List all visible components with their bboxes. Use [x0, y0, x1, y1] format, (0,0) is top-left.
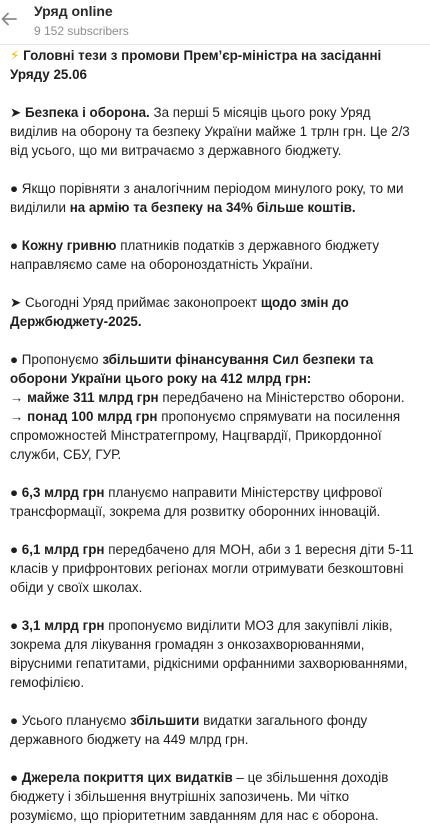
channel-info[interactable] [34, 3, 129, 39]
channel-name[interactable]: Уряд online [34, 3, 113, 19]
paragraph-education: ● 6,1 млрд грн передбачено для МОН, аби з 1 вересня діти 5-11 класів у прифронтових регіонах могли отримувати безкоштовні обіди у своїх школах. [10, 542, 414, 595]
arrow-left-icon [0, 10, 18, 33]
channel-post [0, 45, 430, 823]
paragraph-total-increase: ● Усього плануємо збільшити видатки загального фонду державного бюджету на 449 млрд грн. [10, 713, 368, 747]
paragraph-funding-increase: ● Пропонуємо збільшити фінансування Сил безпеки та оборони України цього року на 412 млрд грн: → майже 311 млрд грн передбачено на Міністерство оборони. → понад 100 млрд грн пропонуємо спрямувати на посилення спроможностей Мінстратегпрому, Нацгвардії, Прикордонної служби, СБУ, ГУР. [10, 352, 405, 462]
post-text [0, 45, 430, 825]
paragraph-every-hryvnia: ● Кожну гривню платників податків з державного бюджету направляємо саме на обороноздатність України. [10, 238, 380, 272]
paragraph-budget-law: ➤ Сьогодні Уряд приймає законопроект щодо змін до Держбюджету-2025. [10, 295, 349, 329]
paragraph-health: ● 3,1 млрд грн пропонуємо виділити МОЗ для закупівлі ліків, зокрема для лікування громадян з онкозахворюваннями, вірусними гепатитами, рідкісними орфанними захворюваннями, гемофілією. [10, 618, 408, 690]
paragraph-funding-sources: ● Джерела покриття цих видатків – це збільшення доходів бюджету і збільшення внутрішніх запозичень. Ми чітко розуміємо, що пріоритетним завданням для нас є оборона. [10, 770, 389, 823]
lightning-icon: ⚡ [10, 48, 20, 63]
subscriber-count: 9 152 subscribers [34, 24, 129, 38]
paragraph-digital-ministry: ● 6,3 млрд грн плануємо направити Міністерству цифрової трансформації, зокрема для розвитку оборонних інновацій. [10, 485, 383, 519]
post-title: ⚡ Головні тези з промови Прем’єр-міністра на засіданні Уряду 25.06 [10, 48, 382, 82]
back-button[interactable] [0, 4, 22, 38]
paragraph-comparison: ● Якщо порівняти з аналогічним періодом минулого року, то ми виділили на армію та безпеку на 34% більше коштів. [10, 181, 404, 215]
paragraph-defense: ➤ Безпека і оборона. За перші 5 місяців цього року Уряд виділив на оборону та безпеку України майже 1 трлн грн. Це 2/3 від усього, що ми витрачаємо з державного бюджету. [10, 105, 410, 158]
chat-header [0, 0, 430, 45]
